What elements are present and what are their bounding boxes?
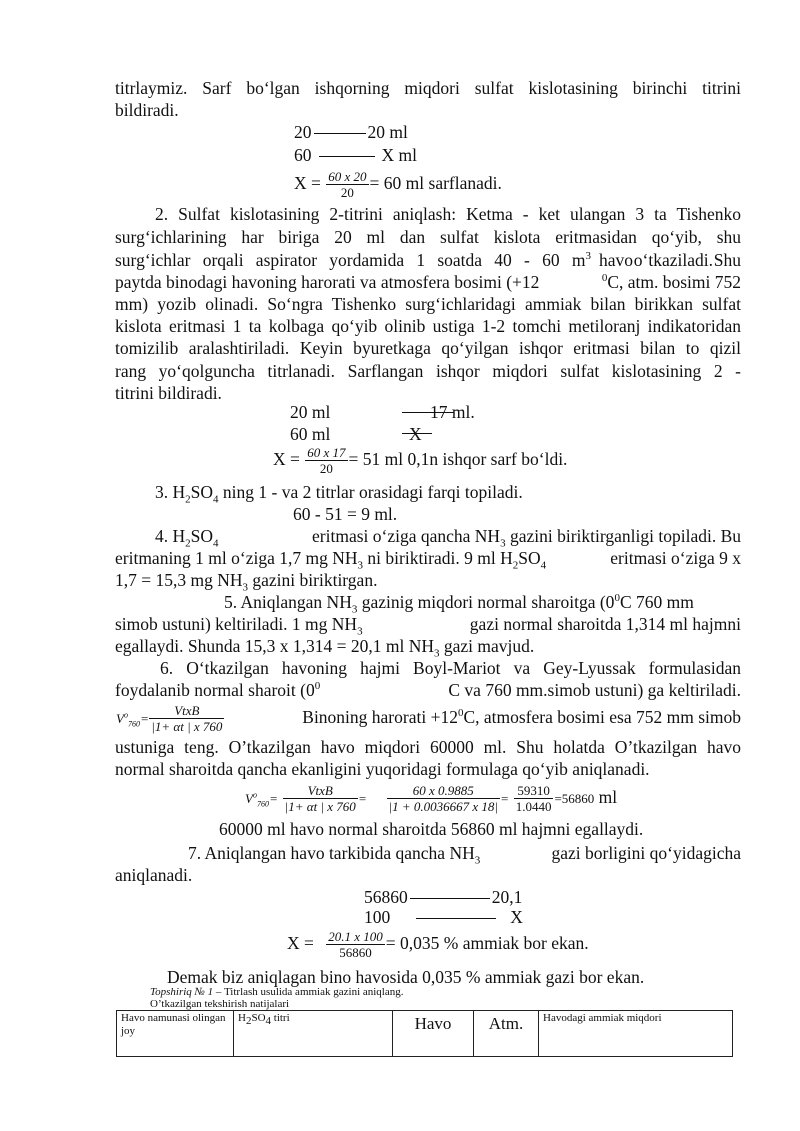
task-subtitle: O’tkazilgan tekshirish natijalari bbox=[150, 998, 290, 1010]
paragraph-line: mm) yozib olinadi. So‘ngra Tishenko surg‘ichlaridagi ammiak bilan birikkan sulfat bbox=[115, 294, 741, 314]
table-header-cell: Havo bbox=[393, 1011, 474, 1057]
proportion-value: 20 ml bbox=[367, 122, 408, 142]
paragraph-line: 1,7 = 15,3 mg $NH_3$ gazini biriktirgan. bbox=[115, 570, 378, 594]
paragraph-line: paytda binodagi havoning harorati va atmosfera bosimi (+12 $^0$C, atm. bosimi 752 bbox=[115, 272, 741, 292]
fraction: $\frac{60 x 20}{20}$ bbox=[328, 169, 367, 201]
paragraph-line: surg‘ichlarining har biriga 20 ml dan sulfat kislota eritmasidan qo‘yib, shu bbox=[115, 227, 741, 247]
table-header-cell: $H_2SO_4$ titri bbox=[234, 1011, 393, 1057]
table-header-cell: Atm. bbox=[474, 1011, 539, 1057]
paragraph-line: eritmaning 1 ml o‘ziga 1,7 mg $NH_3$ ni biriktiradi. 9 ml $H_2SO_4$ eritmasi o‘ziga 9 x bbox=[115, 548, 741, 572]
paragraph-line: rang yo‘qolguncha titrlanadi. Sarflangan ishqor miqdori sulfat kislotasining 2 - bbox=[115, 361, 741, 381]
formula-block: $V^o_{760}=$ $\frac{\text{VtxB}}{|1+ \alpha t | x 760}$ = $\frac{60 x 0.9885}{|1 + 0.0036667 x 18|}$ = $\frac{59310}{1.0440}$ =56860 ml bbox=[245, 783, 618, 815]
proportion-dash bbox=[314, 133, 366, 134]
paragraph-line: 60000 ml havo normal sharoitda 56860 ml hajmni egallaydi. bbox=[219, 819, 644, 839]
paragraph-line: aniqlanadi. bbox=[115, 865, 193, 885]
proportion-value: 60 bbox=[294, 145, 312, 165]
paragraph-line: normal sharoitda qancha ekanligini yuqoridagi formulaga qo‘yib aniqlanadi. bbox=[115, 759, 650, 779]
paragraph-line: kislota eritmasi 1 ta kolbaga qo‘yib olinib ustiga 1-2 tomchi metiloranj indikatoridan bbox=[115, 316, 741, 336]
paragraph-line: 6. O‘tkazilgan havoning hajmi Boyl-Mariot va Gey-Lyussak formulasidan bbox=[160, 658, 741, 678]
strike-line bbox=[402, 412, 454, 413]
paragraph-line: 7. Aniqlangan havo tarkibida qancha $NH_3$ gazi borligini qo‘yidagicha bbox=[188, 843, 741, 867]
paragraph-line: 5. Aniqlangan $NH_3$ gazinig miqdori normal sharoitga ($0^0C$ 760 mm bbox=[224, 592, 694, 616]
paragraph-line: egallaydi. Shunda 15,3 x 1,314 = 20,1 ml $NH_3$ gazi mavjud. bbox=[115, 636, 535, 660]
proportion-dash bbox=[410, 898, 490, 899]
calculation: 60 - 51 = 9 ml. bbox=[293, 504, 398, 524]
proportion-row: 17 ml. bbox=[430, 402, 475, 422]
proportion-dash bbox=[416, 918, 496, 919]
table-row bbox=[117, 1011, 733, 1057]
proportion-row bbox=[294, 121, 408, 143]
proportion-row: 60 ml bbox=[290, 424, 331, 444]
proportion-value: X ml bbox=[381, 145, 417, 165]
paragraph-line: 4. $H_2SO_4$ eritmasi o‘ziga qancha $NH_3$ gazini biriktirganligi topiladi. Bu bbox=[155, 526, 741, 550]
paragraph-line: 2. Sulfat kislotasining 2-titrini aniqlash: Ketma - ket ulangan 3 ta Tishenko bbox=[155, 204, 741, 224]
paragraph-line: $V^o_{760}=$ $\frac{\text{VtxB}}{|1+ \alpha t | x 760}$ Binoning harorati $+12^0C$, atmosfera bosimi esa 752 mm simob bbox=[115, 700, 741, 736]
paragraph-line: tomizilib aralashtiriladi. Keyin byuretkaga qo‘yilgan ishqor eritmasi bilan to qizil bbox=[115, 338, 741, 358]
proportion-row: X bbox=[409, 424, 422, 444]
paragraph-line: surg‘ichlar orqali aspirator yordamida 1 soatda 40 - 60 $m^3$ havo o‘tkaziladi. Shu bbox=[115, 250, 741, 270]
formula-x1: X = $\frac{60 x 20}{20}$ = 60 ml sarflanadi. bbox=[294, 169, 502, 201]
strike-line bbox=[402, 433, 432, 434]
proportion-row: 20 ml bbox=[290, 402, 331, 422]
table-header-cell: Havodagi ammiak miqdori bbox=[539, 1011, 733, 1057]
task-title: Topshiriq № 1 – Titrlash usulida ammiak gazini aniqlang. bbox=[150, 986, 404, 998]
proportion-dash bbox=[319, 156, 375, 157]
proportion-value: 20 bbox=[294, 122, 312, 142]
table-header-cell: Havo namunasi olingan joy bbox=[117, 1011, 234, 1057]
conclusion: Demak biz aniqlagan bino havosida 0,035 % ammiak gazi bor ekan. bbox=[167, 967, 645, 987]
proportion-row bbox=[294, 144, 417, 166]
proportion-row: 56860 20,1 bbox=[364, 887, 523, 907]
formula-inline: $V^o_{760}=$ $\frac{\text{VtxB}}{|1+ \alpha t | x 760}$ bbox=[116, 703, 223, 735]
proportion-row: 100 X bbox=[364, 907, 523, 927]
paragraph-line: 3. $H_2SO_4$ ning 1 - va 2 titrlar orasidagi farqi topiladi. bbox=[155, 482, 523, 506]
formula-x3: X = $\frac{20.1 x 100}{56860}$ = 0,035 % ammiak bor ekan. bbox=[287, 929, 589, 961]
results-table bbox=[116, 1010, 733, 1057]
paragraph-line: foydalanib normal sharoit ($0^0$ C va 760 mm.simob ustuni) ga keltiriladi. bbox=[115, 680, 741, 700]
formula-x2: X = $\frac{60 x 17}{20}$ = 51 ml 0,1n ishqor sarf bo‘ldi. bbox=[273, 445, 568, 477]
fraction: $\frac{60 x 17}{20}$ bbox=[307, 445, 346, 477]
paragraph-line: simob ustuni) keltiriladi. 1 mg $NH_3$ gazi normal sharoitda 1,314 ml hajmni bbox=[115, 614, 741, 638]
paragraph-line: bildiradi. bbox=[115, 100, 179, 120]
paragraph-line: titrini bildiradi. bbox=[115, 383, 222, 403]
paragraph-line: ustuniga teng. O’tkazilgan havo miqdori 60000 ml. Shu holatda O’tkazilgan havo bbox=[115, 737, 741, 757]
paragraph-line: titrlaymiz. Sarf bo‘lgan ishqorning miqdori sulfat kislotasining birinchi titrini bbox=[115, 78, 741, 98]
